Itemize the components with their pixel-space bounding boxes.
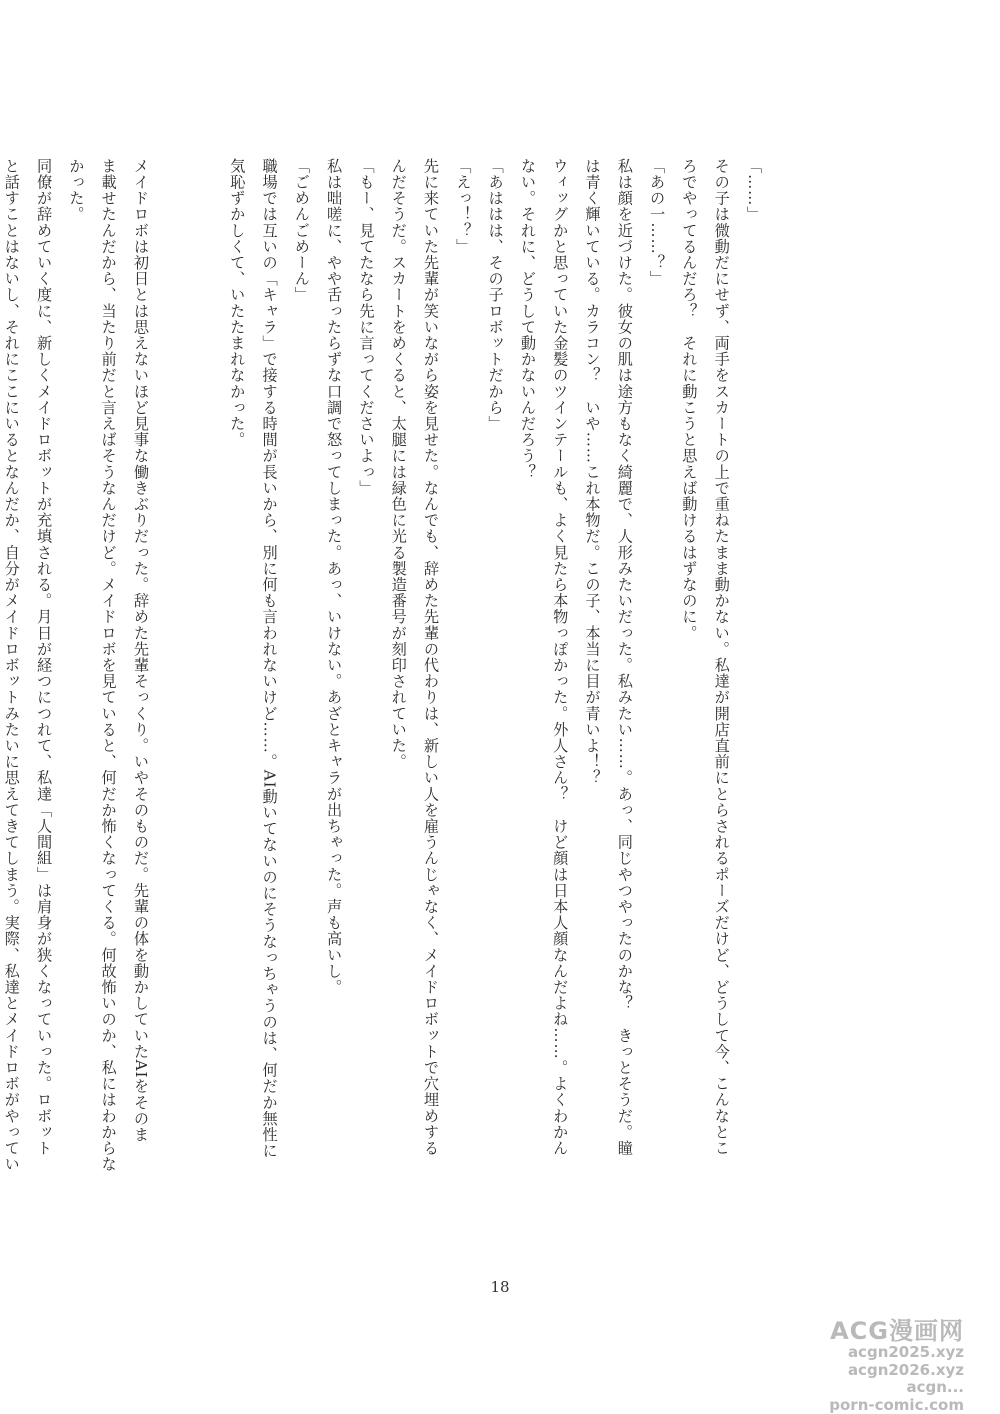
text-line: ろでやってるんだろ？ それに動こうと思えば動けるはずなのに。 (680, 158, 699, 641)
watermark-url: acgn2025.xyz (847, 1343, 964, 1361)
text-line: 気恥ずかしくて、いたたまれなかった。 (228, 158, 247, 448)
watermark-brand: ACG漫画网 (830, 1317, 964, 1345)
text-line: かった。 (67, 158, 86, 223)
watermark-url: acgn2026.xyz (847, 1360, 964, 1379)
text-line: 「えっ！？」 (454, 158, 473, 255)
text-line: 同僚が辞めていく度に、新しくメイドロボットが充填される。月日が経つにつれて、私達「人間組」は肩身が狭くなっていった。ロボット (35, 158, 54, 1157)
text-line: ま載せたんだから、当たり前だと言えばそうなんだけど。メイドロボを見ていると、何だか怖くなってくる。何故怖いのか、私にはわからな (99, 158, 118, 1173)
text-line: 先に来ていた先輩が笑いながら姿を見せた。なんでも、辞めた先輩の代わりは、新しい人を雇うんじゃなく、メイドロボットで穴埋めする (422, 158, 441, 1157)
text-line: その子は微動だにせず、両手をスカートの上で重ねたまま動かない。私達が開店直前にとらされるポーズだけど、どうして今、こんなとこ (712, 158, 731, 1157)
text-line: 私は咄嗟に、やや舌ったらずな口調で怒ってしまった。あっ、いけない。あざとキャラが出ちゃった。声も高いし。 (325, 158, 344, 996)
watermark-url: acgn... (906, 1378, 964, 1396)
text-line: 「ごめんごめーん」 (292, 158, 311, 303)
text-line: ウィッグかと思っていた金髪のツインテールも、よく見たら本物っぽかった。外人さん？ けど顔は日本人顔なんだよね……。よくわかん (551, 158, 570, 1157)
page-number: 18 (490, 1278, 510, 1296)
text-line: メイドロボは初日とは思えないほど見事な働きぶりだった。辞めた先輩そっくり。いやそのものだ。先輩の体を動かしていたAIをそのま (131, 158, 150, 1143)
text-line: 「あははは、その子ロボットだから」 (486, 158, 505, 432)
vertical-text-body (2, 158, 770, 1278)
text-line: 職場では互いの「キャラ」で接する時間が長いから、別に何も言われないけど……。AI動いてないのにそうなっちゃうのは、何だか無性に (260, 158, 279, 1159)
text-line: 「もー、見てたなら先に言ってくださいよっ」 (357, 158, 376, 497)
text-line: 「……」 (745, 158, 763, 223)
text-line: と話すことはないし、それにここにいるとなんだか、自分がメイドロボットみたいに思えてきてしまう。実際、私達とメイドロボがやってい (2, 158, 21, 1173)
watermark (816, 1318, 964, 1414)
text-line: 「あの一……？」 (648, 158, 667, 287)
text-line: んだそうだ。スカートをめくると、太腿には緑色に光る製造番号が刻印されていた。 (389, 158, 408, 770)
watermark-url: porn-comic.com (829, 1395, 964, 1414)
text-line: は青く輝いている。カラコン？ いや……これ本物だ。この子、本当に目が青いよ！？ (583, 158, 602, 786)
text-line: 私は顔を近づけた。彼女の肌は途方もなく綺麗で、人形みたいだった。私みたい……。あっ、同じやつやったのかな？ きっとそうだ。瞳 (615, 158, 634, 1157)
text-line: ない。それに、どうして動かないんだろう？ (518, 158, 537, 480)
section-break (157, 158, 221, 1278)
